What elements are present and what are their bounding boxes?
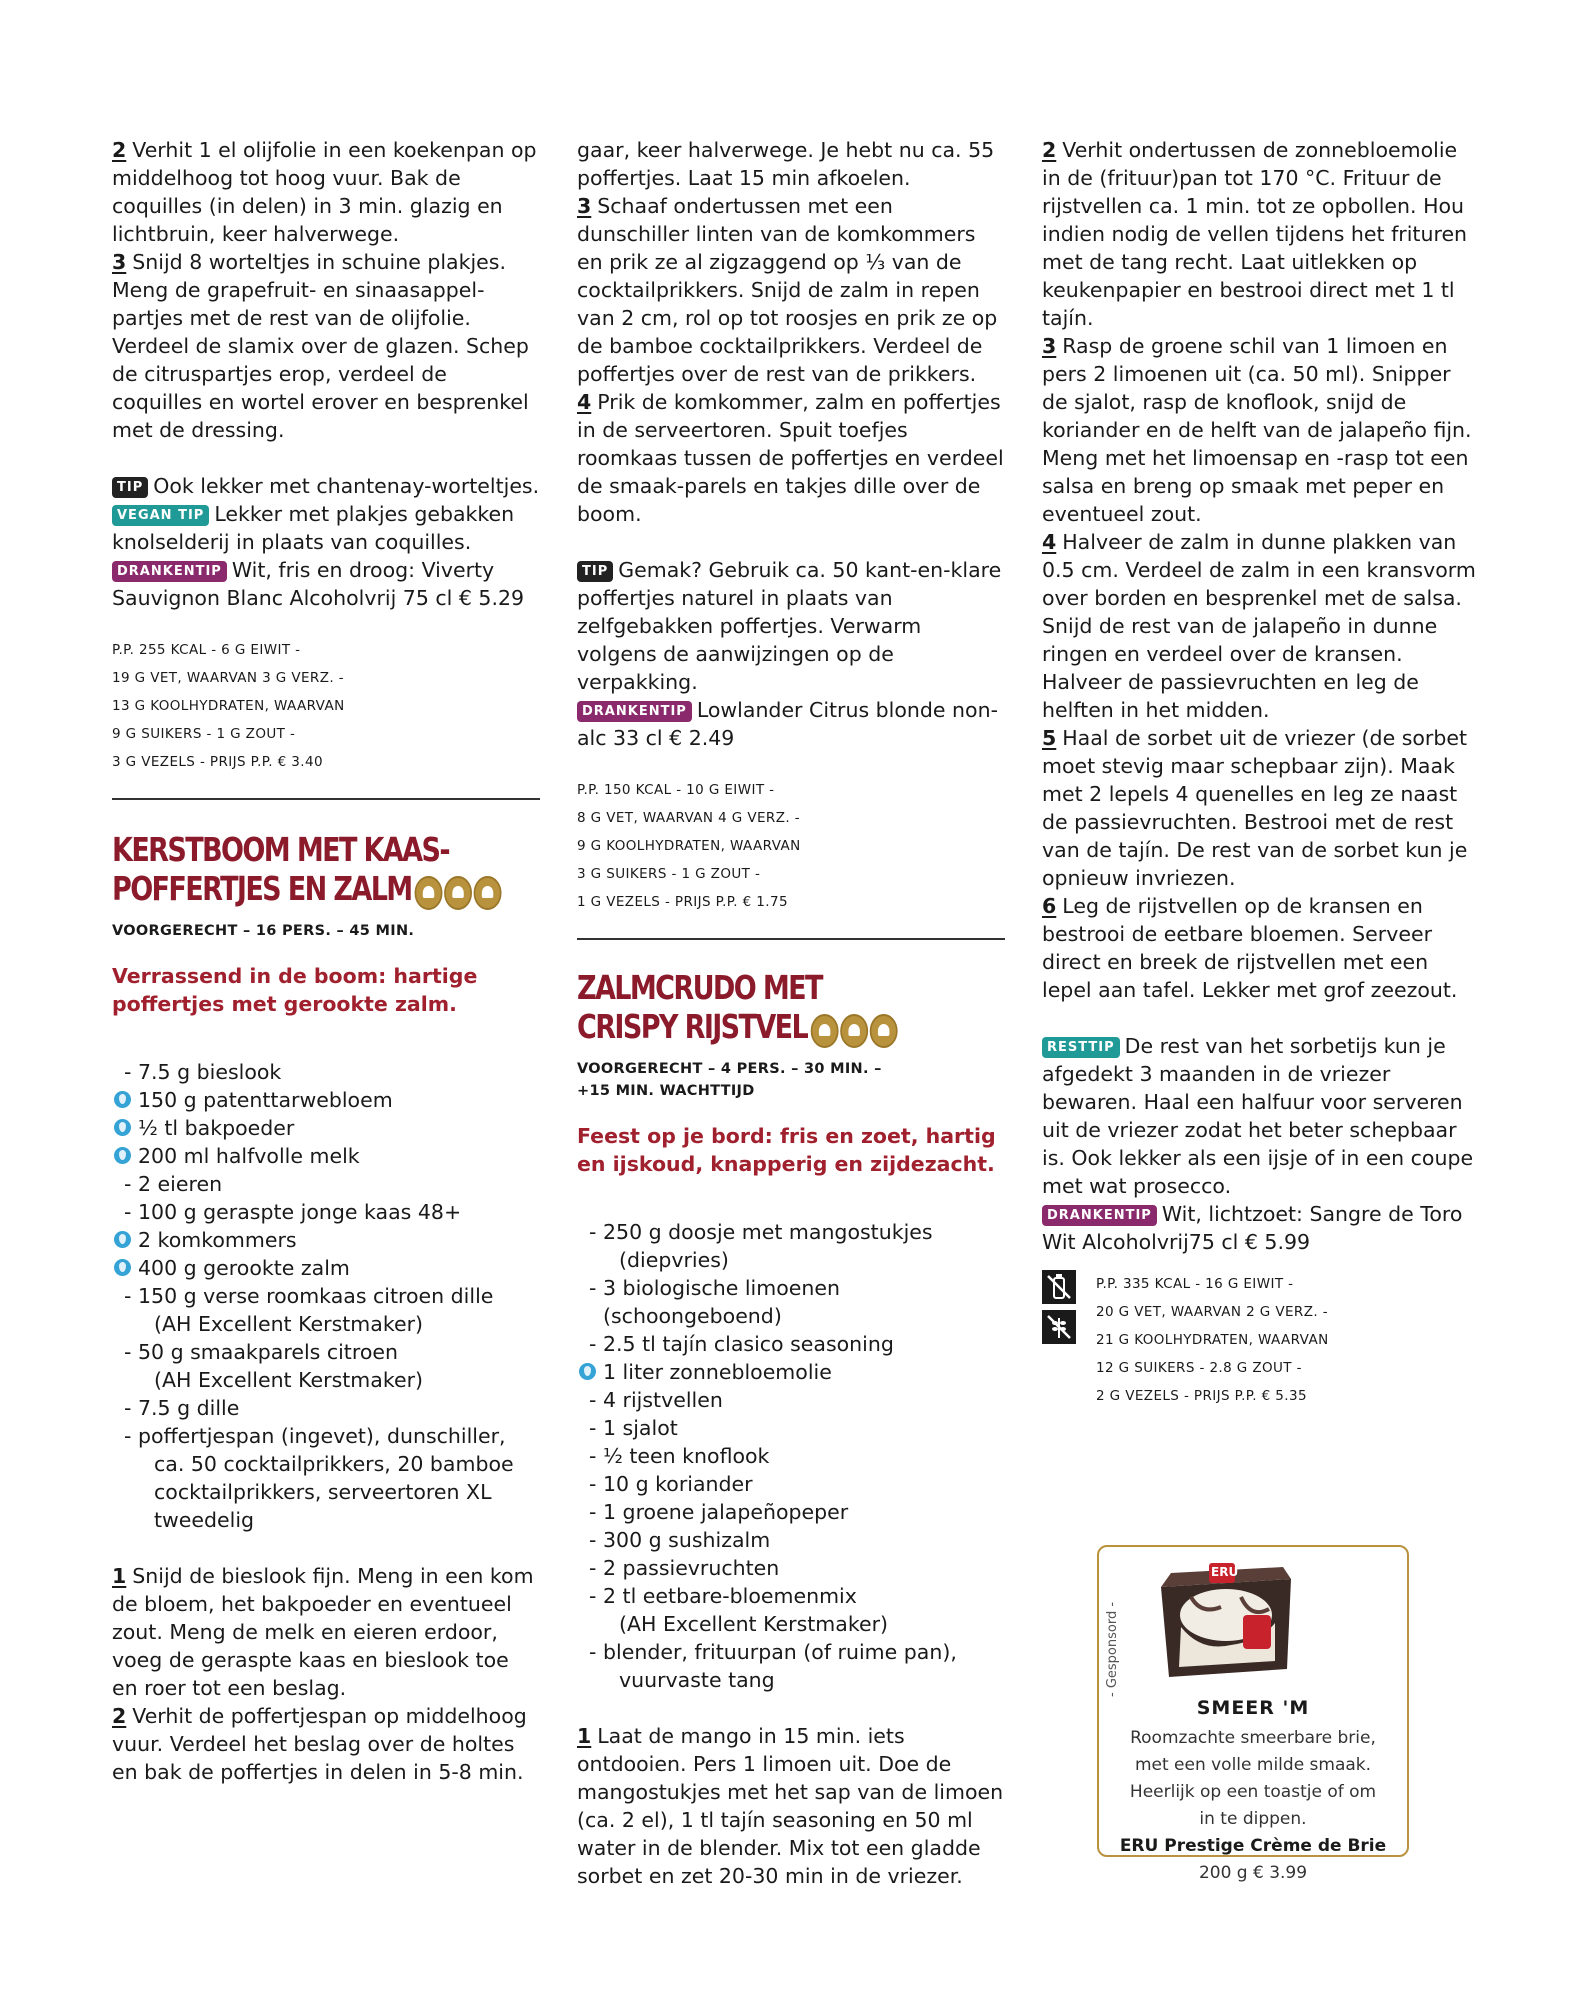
drink-tip-badge: DRANKENTIP [112,561,227,582]
recipe-step [112,1702,540,1786]
drink-tip-text: Lowlander Citrus blonde non-alc 33 cl € 2.49 [577,698,998,750]
recipe-title-line: KERSTBOOM MET KAAS- [112,830,449,869]
tip [577,556,1005,696]
ingredient-text: 200 ml halfvolle melk [138,1144,360,1168]
difficulty-rating [415,871,504,910]
dash-bullet: - [124,1172,132,1196]
ingredient-text: 3 biologische limoenen (schoongeboend) [603,1276,840,1328]
ingredient-item [112,1226,540,1254]
nutrition-line: 20 G VET, WAARVAN 2 G VERZ. - [1096,1304,1328,1320]
step-number: 3 [1042,334,1057,358]
recipe-step [1042,724,1482,892]
ingredient-text: poffertjespan (ingevet), dunschiller, [138,1424,506,1448]
drink-tip-badge: DRANKENTIP [577,701,692,722]
sponsored-ad[interactable] [1097,1545,1409,1883]
ingredient-item [577,1498,1005,1526]
column-1 [112,136,540,1786]
chef-hat-icon [810,1014,838,1048]
product-price: 200 g € 3.99 [1198,1863,1308,1883]
step-text: Snijd 8 worteltjes in schuine plakjes. Meng de grapefruit- en sinaasappel-partjes met de rest van de olijfolie. Verdeel de slamix over de glazen. Schep de citruspartjes erop, verdeel de coquilles en wortel erover en besprenkel met de dressing. [112,250,529,442]
ingredient-item [577,1274,1005,1330]
step-text: Haal de sorbet uit de vriezer (de sorbet moet stevig maar schepbaar zijn). Maak met 2 lepels 4 quenelles en leg ze naast de passievruchten. Bestrooi met de rest van de tajín. De rest van de sorbet kun je opnieuw invriezen. [1042,726,1468,890]
step-number: 2 [1042,138,1057,162]
ingredient-text: 1 groene jalapeñopeper [603,1500,849,1524]
nutrition-line: 1 G VEZELS - PRIJS P.P. € 1.75 [577,894,788,910]
recipe-step [112,1562,540,1702]
dash-bullet: - [589,1556,597,1580]
ingredient-text: (AH Excellent Kerstmaker) [154,1368,424,1392]
dash-bullet: - [124,1284,132,1308]
recipe-step [1042,528,1482,724]
ingredient-text: 7.5 g dille [138,1396,240,1420]
vegan-tip-text: Lekker met plakjes gebakken knolselderij in plaats van coquilles. [112,502,515,554]
recipe-step [577,388,1005,528]
step-number: 4 [577,390,592,414]
ingredient-list [577,1218,1005,1694]
ingredient-item [112,1086,540,1114]
chef-hat-icon [474,876,502,910]
recipe-title-text: POFFERTJES EN ZALM [112,869,412,908]
vegan-tip-badge: VEGAN TIP [112,505,209,526]
ingredient-text: vuurvaste tang [619,1668,775,1692]
ingredient-item [577,1442,1005,1470]
allergen-drop-icon [114,1231,131,1248]
ingredient-text: ½ teen knoflook [603,1444,770,1468]
allergen-drop-icon [114,1147,131,1164]
step-text: Schaaf ondertussen met een dunschiller linten van de komkommers en prik ze al zigzaggend op ⅓ van de cocktailprikkers. Snijd de zalm in repen van 2 cm, rol op tot roosjes en prik ze op de bamboe cocktailprikkers. Verdeel de poffertjes over de rest van de prikkers. [577,194,998,386]
ad-title: SMEER 'M [1196,1697,1310,1719]
nutrition-line: 12 G SUIKERS - 2.8 G ZOUT - [1096,1360,1302,1376]
step-text: Verhit de poffertjespan op middelhoog vuur. Verdeel het beslag over de holtes en bak de poffertjes in delen in 5-8 min. [112,1704,527,1784]
steps-bottom [577,1722,1005,1890]
ingredient-text: 250 g doosje met mangostukjes [603,1220,933,1244]
ingredient-text: 150 g verse roomkaas citroen dille [138,1284,494,1308]
recipe-intro: Verrassend in de boom: hartige poffertjes met gerookte zalm. [112,964,478,1016]
tip-badge: TIP [577,561,613,582]
dash-bullet: - [124,1424,132,1448]
diet-icons [1042,1270,1076,1350]
ingredient-text: 2 tl eetbare-bloemenmix [603,1584,857,1608]
steps-bottom [112,1562,540,1786]
ingredient-list [112,1058,540,1534]
chef-hat-icon [415,876,443,910]
ingredient-item [112,1282,540,1310]
ingredient-text: 150 g patenttarwebloem [138,1088,393,1112]
tip-badge: TIP [112,477,148,498]
tip-text: Ook lekker met chantenay-worteltjes. [153,474,540,498]
nutrition-info [577,776,1005,916]
ingredient-text: 2 passievruchten [603,1556,780,1580]
step-number: 6 [1042,894,1057,918]
recipe-meta: VOORGERECHT – 16 PERS. – 45 MIN. [112,923,415,939]
nutrition-line: 9 G SUIKERS - 1 G ZOUT - [112,726,296,742]
ingredient-text: ½ tl bakpoeder [138,1116,295,1140]
drink-tip-badge: DRANKENTIP [1042,1205,1157,1226]
ingredient-item [112,1338,540,1366]
step-number: 3 [577,194,592,218]
ad-text-line: in te dippen. [1199,1809,1307,1829]
step-text: Verhit 1 el olijfolie in een koekenpan op middelhoog tot hoog vuur. Bak de coquilles (in delen) in 3 min. glazig en lichtbruin, keer halverwege. [112,138,537,246]
step-number: 1 [577,1724,592,1748]
step-text: Verhit ondertussen de zonnebloemolie in de (frituur)pan tot 170 °C. Frituur de rijstvellen ca. 1 min. tot ze opbollen. Hou indien nodig de vellen tijdens het frituren met de tang recht. Laat uitlekken op keukenpapier en bestrooi direct met 1 tl tajín. [1042,138,1468,330]
lactose-free-icon [1042,1270,1076,1304]
ingredient-item-continued [112,1478,540,1506]
ingredient-text: blender, frituurpan (of ruime pan), [603,1640,957,1664]
ingredient-item [112,1058,540,1086]
rest-tip [1042,1032,1482,1200]
nutrition-line: 21 G KOOLHYDRATEN, WAARVAN [1096,1332,1329,1348]
ingredient-item [577,1526,1005,1554]
nutrition-line: 3 G SUIKERS - 1 G ZOUT - [577,866,761,882]
recipe-step [112,248,540,444]
ingredient-text: 4 rijstvellen [603,1388,723,1412]
nutrition-line: P.P. 335 KCAL - 16 G EIWIT - [1096,1276,1294,1292]
step-text: Laat de mango in 15 min. iets ontdooien. Pers 1 limoen uit. Doe de mangostukjes met het sap van de limoen (ca. 2 el), 1 tl tajín seasoning en 50 ml water in de blender. Mix tot een gladde sorbet en zet 20-30 min in de vriezer. [577,1724,1004,1888]
ingredient-item [112,1142,540,1170]
sponsored-label: - Gesponsord - [1105,1601,1120,1697]
ingredient-text: 300 g sushizalm [603,1528,771,1552]
recipe-title-line [577,1007,928,1048]
chef-hat-icon [840,1014,868,1048]
step-number: 2 [112,1704,127,1728]
allergen-drop-icon [114,1091,131,1108]
nutrition-line: 19 G VET, WAARVAN 3 G VERZ. - [112,670,344,686]
difficulty-rating [810,1009,899,1048]
step-number: 4 [1042,530,1057,554]
dash-bullet: - [589,1388,597,1412]
drink-tip [577,696,1005,752]
recipe-step [577,1722,1005,1890]
ingredient-item [577,1414,1005,1442]
dash-bullet: - [589,1416,597,1440]
ingredient-item [112,1422,540,1450]
ingredient-item [112,1394,540,1422]
nutrition-info [112,636,540,776]
tip-text: Gemak? Gebruik ca. 50 kant-en-klare poffertjes naturel in plaats van zelfgebakken poffertjes. Verwarm volgens de aanwijzingen op de verpakking. [577,558,1002,694]
product-image [1151,1557,1301,1685]
drink-tip-text: Wit, fris en droog: Viverty Sauvignon Blanc Alcoholvrij 75 cl € 5.29 [112,558,525,610]
drink-tip [1042,1200,1482,1256]
drink-tip-text: Wit, lichtzoet: Sangre de Toro Wit Alcoholvrij75 cl € 5.99 [1042,1202,1463,1254]
ingredient-text: ca. 50 cocktailprikkers, 20 bamboe [154,1452,514,1476]
chef-hat-icon [869,1014,897,1048]
steps [1042,136,1482,1004]
ingredient-text: cocktailprikkers, serveertoren XL [154,1480,492,1504]
nutrition-line: P.P. 255 KCAL - 6 G EIWIT - [112,642,301,658]
rest-tip-badge: RESTTIP [1042,1037,1120,1058]
product-name [1099,1833,1407,1860]
vegan-tip [112,500,540,556]
ingredient-text: 2.5 tl tajín clasico seasoning [603,1332,894,1356]
nutrition-line: 2 G VEZELS - PRIJS P.P. € 5.35 [1096,1388,1307,1404]
dash-bullet: - [124,1060,132,1084]
ingredient-item [577,1358,1005,1386]
recipe-title-text: CRISPY RIJSTVEL [577,1007,808,1046]
recipe-step [1042,136,1482,332]
ingredient-text: (diepvries) [619,1248,729,1272]
dash-bullet: - [589,1444,597,1468]
ingredient-item [577,1470,1005,1498]
product-name-text: ERU Prestige Crème de Brie [1119,1836,1387,1856]
ingredient-text: 2 komkommers [138,1228,297,1252]
step-text: Snijd de bieslook fijn. Meng in een kom de bloem, het bakpoeder en eventueel zout. Meng de melk en eieren erdoor, voeg de geraspte kaas en bieslook toe en roer tot een beslag. [112,1564,534,1700]
dash-bullet: - [589,1220,597,1244]
ingredient-item [577,1582,1005,1610]
rest-tip-text: De rest van het sorbetijs kun je afgedekt 3 maanden in de vriezer bewaren. Haal een halfuur voor serveren uit de vriezer zodat het beter schepbaar is. Ook lekker als een ijsje of in een coupe met wat prosecco. [1042,1034,1474,1198]
ingredient-text: 50 g smaakparels citroen [138,1340,398,1364]
step-text: Prik de komkommer, zalm en poffertjes in de serveertoren. Spuit toefjes roomkaas tussen de poffertjes en verdeel de smaak-parels en takjes dille over de boom. [577,390,1004,526]
chef-hat-icon [444,876,472,910]
dash-bullet: - [589,1276,597,1300]
allergen-drop-icon [579,1363,596,1380]
recipe-title-line [112,869,463,910]
ingredient-item [577,1218,1005,1246]
nutrition-line: 13 G KOOLHYDRATEN, WAARVAN [112,698,345,714]
allergen-drop-icon [114,1259,131,1276]
nutrition-block [1042,1270,1482,1410]
recipe-step [577,192,1005,388]
recipe-step [112,136,540,248]
nutrition-line: 9 G KOOLHYDRATEN, WAARVAN [577,838,801,854]
recipe-meta: +15 MIN. WACHTTIJD [577,1083,755,1099]
step-number: 5 [1042,726,1057,750]
ingredient-text: 7.5 g bieslook [138,1060,282,1084]
ingredient-item [112,1170,540,1198]
ingredient-item-continued [112,1506,540,1534]
step-text: Leg de rijstvellen op de kransen en bestrooi de eetbare bloemen. Serveer direct en breek de rijstvellen met een lepel aan tafel. Lekker met grof zeezout. [1042,894,1458,1002]
ingredient-text: 1 liter zonnebloemolie [603,1360,832,1384]
step-text: Halveer de zalm in dunne plakken van 0.5 cm. Verdeel de zalm in een kransvorm over borden en besprenkel met de salsa. Snijd de rest van de jalapeño in dunne ringen en verdeel over de kransen. Halveer de passievruchten en leg de helften in het midden. [1042,530,1476,722]
ad-text-line: Heerlijk op een toastje of om [1129,1782,1377,1802]
ingredient-text: (AH Excellent Kerstmaker) [619,1612,889,1636]
ingredient-item-continued [112,1450,540,1478]
recipe-step [1042,892,1482,1004]
ingredient-item [112,1114,540,1142]
recipe-step [1042,332,1482,528]
step-number: 3 [112,250,127,274]
ingredient-item [577,1330,1005,1358]
ingredient-item-continued [577,1666,1005,1694]
ingredient-item [577,1554,1005,1582]
steps-top [577,192,1005,528]
dash-bullet: - [589,1640,597,1664]
dash-bullet: - [589,1528,597,1552]
ingredient-item-continued [112,1366,540,1394]
dash-bullet: - [589,1500,597,1524]
gluten-free-icon [1042,1310,1076,1344]
recipe-title-line: ZALMCRUDO MET [577,968,822,1007]
tip [112,472,540,500]
dash-bullet: - [124,1200,132,1224]
step-text: Rasp de groene schil van 1 limoen en pers 2 limoenen uit (ca. 50 ml). Snipper de sjalot, rasp de knoflook, snijd de koriander en de helft van de jalapeño fijn. Meng met het limoensap en -rasp tot een salsa en breng op smaak met peper en eventueel zout. [1042,334,1472,526]
ingredient-item-continued [112,1310,540,1338]
ingredient-text: 100 g geraspte jonge kaas 48+ [138,1200,462,1224]
column-2 [577,136,1005,1890]
ingredient-text: 1 sjalot [603,1416,678,1440]
nutrition-line: P.P. 150 KCAL - 10 G EIWIT - [577,782,775,798]
recipe-intro: Feest op je bord: fris en zoet, hartig en ijskoud, knapperig en zijdezacht. [577,1124,996,1176]
ingredient-item-continued [577,1610,1005,1638]
nutrition-line: 8 G VET, WAARVAN 4 G VERZ. - [577,810,801,826]
nutrition-info [1096,1270,1482,1410]
allergen-drop-icon [114,1119,131,1136]
dash-bullet: - [589,1332,597,1356]
recipe-meta: VOORGERECHT – 4 PERS. – 30 MIN. – [577,1061,882,1077]
ingredient-item [577,1386,1005,1414]
ad-text-line: met een volle milde smaak. [1134,1755,1372,1775]
ingredient-item [112,1254,540,1282]
dash-bullet: - [124,1340,132,1364]
ingredient-text: 2 eieren [138,1172,223,1196]
drink-tip [112,556,540,612]
dash-bullet: - [589,1584,597,1608]
step-continuation: gaar, keer halverwege. Je hebt nu ca. 55 poffertjes. Laat 15 min afkoelen. [577,138,995,190]
dash-bullet: - [124,1396,132,1420]
ingredient-text: 10 g koriander [603,1472,753,1496]
brand-logo: ERU [1211,1565,1239,1579]
step-number: 1 [112,1564,127,1588]
step-number: 2 [112,138,127,162]
ingredient-item [112,1198,540,1226]
ingredient-text: 400 g gerookte zalm [138,1256,350,1280]
ad-text-line: Roomzachte smeerbare brie, [1130,1728,1376,1748]
ingredient-text: tweedelig [154,1508,255,1532]
ingredient-text: (AH Excellent Kerstmaker) [154,1312,424,1336]
column-3 [1042,136,1482,1410]
dash-bullet: - [589,1472,597,1496]
ad-text [1099,1725,1407,1887]
steps-top [112,136,540,444]
nutrition-line: 3 G VEZELS - PRIJS P.P. € 3.40 [112,754,323,770]
ingredient-item [577,1638,1005,1666]
ingredient-item-continued [577,1246,1005,1274]
